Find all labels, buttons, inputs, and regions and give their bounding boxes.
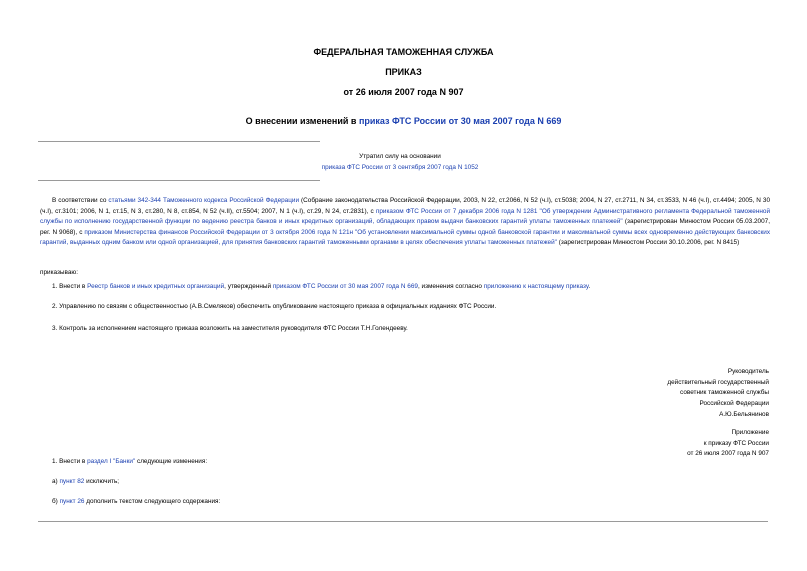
link-appendix[interactable]: приложению к настоящему приказу <box>483 283 589 290</box>
annex-1-text-2: следующие изменения: <box>135 458 208 465</box>
link-order-1052[interactable]: приказа ФТС России от 3 сентября 2007 года N 1052 <box>321 164 479 171</box>
divider-top <box>38 141 320 142</box>
item-1-text-4: . <box>588 283 591 290</box>
status-line: Утратил силу на основании <box>359 153 441 160</box>
document-type: ПРИКАЗ <box>385 67 422 77</box>
preamble-text-2: (Собрание законодательства Российской Федерации, 2003, N 22, ст.2066, N 52 (ч.I), ст.5038; 2004, N 27, ст.2711, N 34, ст.3533, N 46 (ч.I), ст.4494; 2005, N 30 (ч.I), ст.3101; 2006, N 1, ст.15, N 3, ст.280, N 8, ст.854, N 52 (ч.II), ст.5504; 2007, N 1 (ч.I), ст.29, N 24, ст.2831), с <box>40 197 771 215</box>
document-date-number: от 26 июля 2007 года N 907 <box>343 87 464 97</box>
annex-1-text-1: 1. Внести в <box>52 458 88 465</box>
document-subject <box>0 115 807 127</box>
preamble-text-1: В соответствии со <box>52 197 109 204</box>
appendix-line-3: от 26 июля 2007 года N 907 <box>687 450 769 458</box>
preamble-text-4: (зарегистрирован Минюстом России 30.10.2006, рег. N 8415) <box>556 239 740 247</box>
preamble-paragraph <box>40 196 770 249</box>
subject-prefix: О внесении изменений в <box>245 116 359 126</box>
annex-item-1 <box>52 457 207 467</box>
agency-title: ФЕДЕРАЛЬНАЯ ТАМОЖЕННАЯ СЛУЖБА <box>313 47 494 57</box>
link-bank-registry[interactable]: Реестр банков и иных кредитных организаций <box>87 283 225 290</box>
link-point-82[interactable]: пункт 82 <box>59 478 85 485</box>
annex-b-text-2: дополнить текстом следующего содержания: <box>84 498 221 505</box>
signature-block <box>667 367 769 421</box>
appendix-line-2: к приказу ФТС России <box>703 439 769 447</box>
preamble-text-3: (зарегистрирован Минюстом России 05.03.2007, рег. N 9068), с <box>40 218 771 236</box>
status-link-line <box>200 162 600 173</box>
link-point-26[interactable]: пункт 26 <box>59 498 85 505</box>
item-1-text-3: , изменения согласно <box>417 283 484 290</box>
link-order-669[interactable]: приказ ФТС России от 30 мая 2007 года N 669 <box>358 116 562 126</box>
signature-line-4: Российской Федерации <box>699 400 769 408</box>
annex-a-text-1: а) <box>52 478 60 485</box>
appendix-heading <box>687 428 769 460</box>
order-item-2: 2. Управлению по связям с общественностью (А.В.Смеляков) обеспечить опубликование настоящего приказа в официальных изданиях ФТС России. <box>52 303 497 310</box>
annex-a-text-2: исключить; <box>84 478 120 485</box>
link-order-1281[interactable]: приказом ФТС России от 7 декабря 2006 года N 1281 "Об утверждении Административного регламента Федеральной таможенной службы по исполнению государственной функции по ведению реестра банков и иных кредитных организаций, обладающих правом выдачи банковских гарантий уплаты таможенных платежей" <box>40 207 771 226</box>
link-section-banks[interactable]: раздел I "Банки" <box>87 458 136 465</box>
link-order-669-item[interactable]: приказом ФТС России от 30 мая 2007 года N 669 <box>272 283 418 290</box>
page-bottom-divider <box>38 521 768 522</box>
annex-item-a <box>52 477 119 487</box>
appendix-line-1: Приложение <box>731 429 769 436</box>
item-1-text-1: 1. Внести в <box>52 283 88 290</box>
order-item-1 <box>52 282 590 292</box>
order-item-3: 3. Контроль за исполнением настоящего приказа возложить на заместителя руководителя ФТС России Т.Н.Голендееву. <box>52 325 408 332</box>
divider-bottom <box>38 180 320 181</box>
annex-item-b <box>52 497 220 507</box>
signature-line-3: советник таможенной службы <box>680 389 769 397</box>
annex-b-text-1: б) <box>52 498 60 505</box>
signature-line-1: Руководитель <box>727 368 769 375</box>
signature-line-5: А.Ю.Бельянинов <box>719 410 769 418</box>
link-order-121n[interactable]: приказом Министерства финансов Российской Федерации от 3 октября 2006 года N 121н "Об установлении максимальной суммы одной банковской гарантии и максимальной суммы всех одновременно действующих банковских гарантий, выданных одним банком или одной организацией, для принятия банковских гарантий таможенными органами в целях обеспечения уплаты таможенных платежей" <box>40 228 771 247</box>
order-word: приказываю: <box>40 269 78 276</box>
link-customs-code[interactable]: статьями 342-344 Таможенного кодекса Российской Федерации <box>108 197 300 204</box>
signature-line-2: действительный государственный <box>667 378 769 386</box>
item-1-text-2: , утвержденный <box>224 283 273 290</box>
